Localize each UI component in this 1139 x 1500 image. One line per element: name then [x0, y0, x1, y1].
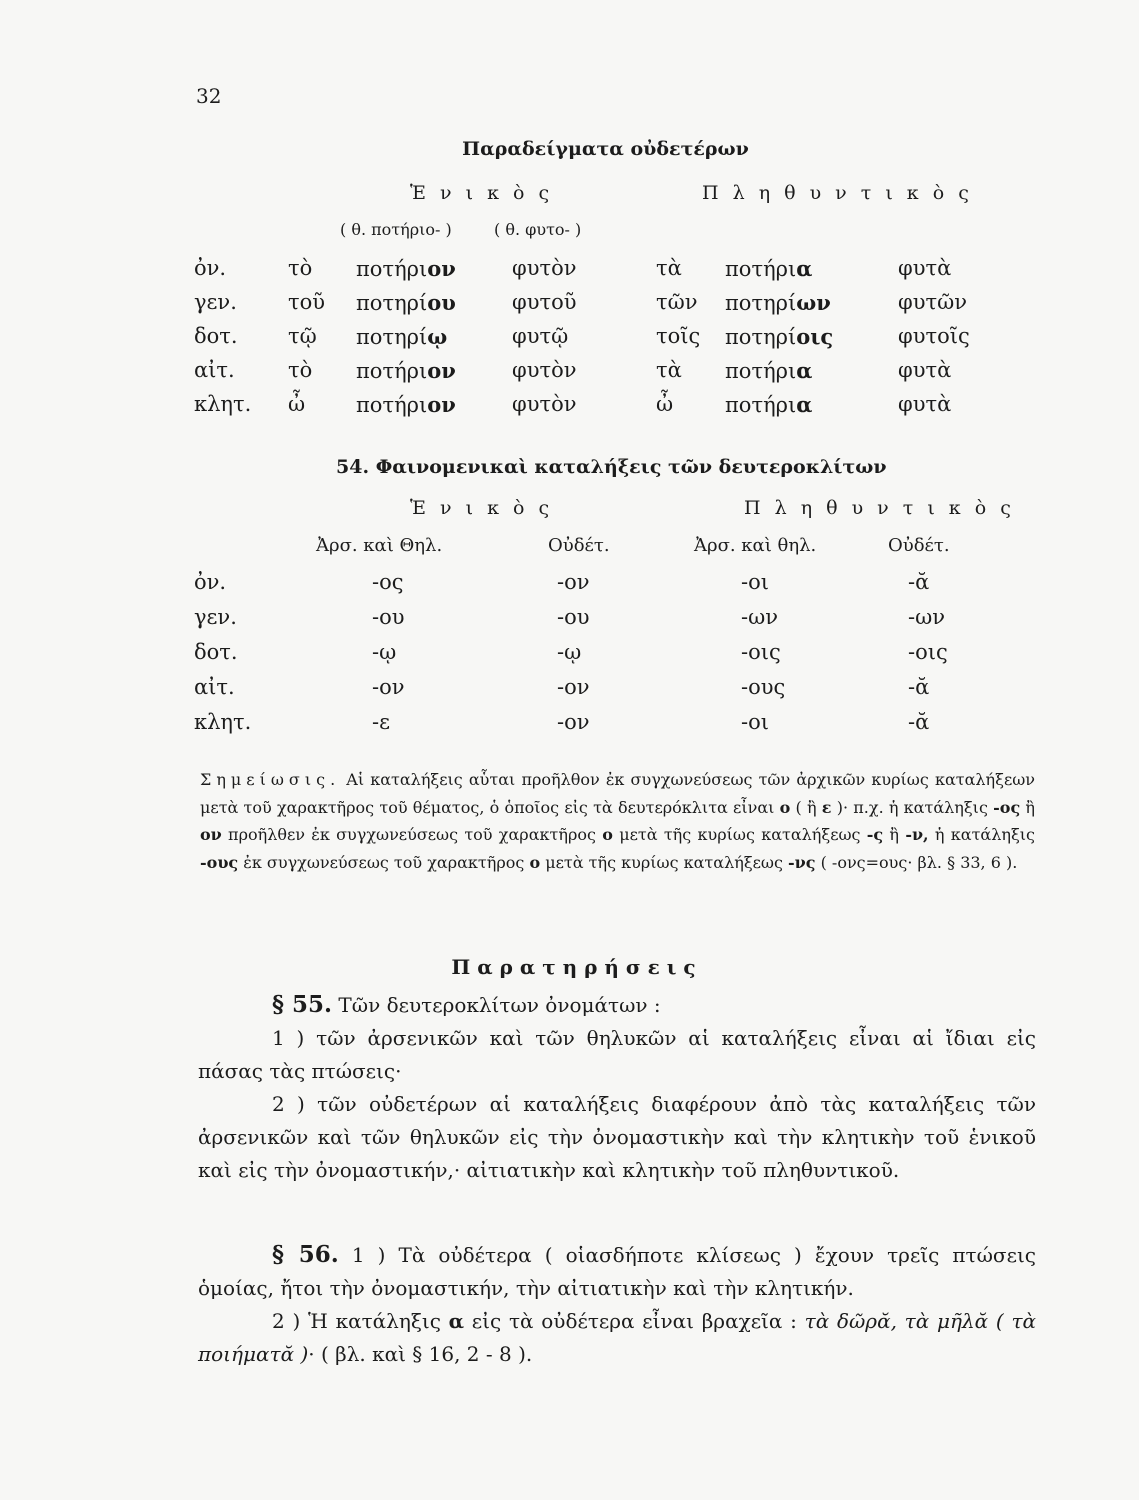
- article-sg: τοῦ: [288, 290, 326, 314]
- table1-singular-header: Ἑ ν ι κ ὸ ς: [410, 182, 554, 204]
- case-label: ὀν.: [194, 570, 227, 594]
- case-label: κλητ.: [194, 710, 252, 734]
- article-pl: ὦ: [656, 392, 674, 416]
- word-pl1: ποτηρίοις: [725, 324, 834, 349]
- section-56-item-2: 2 ) Ἡ κατάληξις α εἰς τὰ οὐδέτερα εἶναι βραχεῖα : τὰ δῶρᾰ, τὰ μῆλᾰ ( τὰ ποιήματᾰ )· ( βλ. καὶ § 16, 2 - 8 ).: [198, 1309, 1037, 1366]
- word-sg2: φυτοῦ: [512, 290, 577, 314]
- section-55-intro: § 55. Τῶν δευτεροκλίτων ὀνομάτων :: [272, 991, 661, 1018]
- observations-heading: Π α ρ α τ η ρ ή σ ε ι ς: [451, 955, 696, 979]
- section-55-item-1: 1 ) τῶν ἀρσενικῶν καὶ τῶν θηλυκῶν αἱ καταλήξεις εἶναι αἱ ἴδιαι εἰς πάσας τὰς πτώσεις·: [198, 1026, 1036, 1083]
- word-sg1: ποτηρίῳ: [356, 324, 448, 349]
- ending-masc-pl: -ων: [741, 605, 778, 629]
- section-55: [198, 988, 1036, 1187]
- table1-stem2: ( θ. φυτο- ): [494, 220, 582, 239]
- word-sg2: φυτὸν: [512, 256, 577, 280]
- word-pl1: ποτήρια: [725, 392, 813, 417]
- word-sg2: φυτὸν: [512, 358, 577, 382]
- word-sg1: ποτήριον: [356, 392, 456, 417]
- table2-title: 54. Φαινομενικαὶ καταλήξεις τῶν δευτεροκλίτων: [336, 456, 887, 478]
- word-sg1: ποτηρίου: [356, 290, 456, 315]
- table1-title: Παραδείγματα οὐδετέρων: [462, 138, 749, 160]
- ending-masc-sg: -ος: [372, 570, 404, 594]
- ending-masc-sg: -ου: [372, 605, 405, 629]
- word-pl2: φυτῶν: [898, 290, 967, 314]
- ending-masc-pl: -οι: [741, 710, 769, 734]
- word-pl2: φυτὰ: [898, 392, 952, 416]
- ending-neut-pl: -οις: [908, 640, 948, 664]
- ending-masc-sg: -ῳ: [372, 640, 397, 664]
- word-pl1: ποτήρια: [725, 358, 813, 383]
- ending-neut-pl: -ᾰ: [908, 710, 930, 734]
- word-pl1: ποτήρια: [725, 256, 813, 281]
- article-sg: τῷ: [288, 324, 317, 348]
- article-sg: τὸ: [288, 256, 313, 280]
- table1-stem1: ( θ. ποτήριο- ): [340, 220, 452, 239]
- word-sg2: φυτῷ: [512, 324, 569, 348]
- case-label: κλητ.: [194, 392, 252, 416]
- article-sg: τὸ: [288, 358, 313, 382]
- case-label: γεν.: [194, 290, 237, 314]
- word-pl2: φυτοῖς: [898, 324, 970, 348]
- table2-plural-header: Π λ η θ υ ν τ ι κ ὸ ς: [744, 497, 1015, 519]
- ending-neut-sg: -ον: [557, 570, 590, 594]
- word-pl1: ποτηρίων: [725, 290, 831, 315]
- ending-masc-pl: -οι: [741, 570, 769, 594]
- word-pl2: φυτὰ: [898, 256, 952, 280]
- table2-col1-header: Ἀρσ. καὶ Θηλ.: [316, 535, 443, 556]
- ending-neut-sg: -ον: [557, 675, 590, 699]
- article-pl: τῶν: [656, 290, 698, 314]
- word-sg1: ποτήριον: [356, 358, 456, 383]
- case-label: αἰτ.: [194, 358, 235, 382]
- ending-neut-pl: -ᾰ: [908, 675, 930, 699]
- article-pl: τὰ: [656, 256, 682, 280]
- page-number: 32: [196, 84, 222, 108]
- word-sg2: φυτὸν: [512, 392, 577, 416]
- table2-col4-header: Οὐδέτ.: [888, 535, 950, 556]
- ending-masc-pl: -ους: [741, 675, 786, 699]
- ending-neut-sg: -ου: [557, 605, 590, 629]
- ending-neut-pl: -ᾰ: [908, 570, 930, 594]
- ending-neut-pl: -ων: [908, 605, 945, 629]
- article-sg: ὦ: [288, 392, 306, 416]
- section-56: [198, 1238, 1036, 1371]
- section-55-item-2: 2 ) τῶν οὐδετέρων αἱ καταλήξεις διαφέρουν ἀπὸ τὰς καταλήξεις τῶν ἀρσενικῶν καὶ τῶν θηλυκῶν εἰς τὴν ὀνομαστικὴν καὶ τὴν κλητικὴν τοῦ ἑνικοῦ καὶ εἰς τὴν ὀνομαστικήν,· αἰτιατικὴν καὶ κλητικὴν τοῦ πληθυντικοῦ.: [198, 1092, 1036, 1182]
- word-pl2: φυτὰ: [898, 358, 952, 382]
- case-label: δοτ.: [194, 640, 238, 664]
- table1-plural-header: Π λ η θ υ ν τ ι κ ὸ ς: [702, 182, 973, 204]
- ending-neut-sg: -ῳ: [557, 640, 582, 664]
- article-pl: τοῖς: [656, 324, 701, 348]
- table2-singular-header: Ἑ ν ι κ ὸ ς: [410, 497, 554, 519]
- case-label: δοτ.: [194, 324, 238, 348]
- ending-neut-sg: -ον: [557, 710, 590, 734]
- ending-masc-pl: -οις: [741, 640, 781, 664]
- table2-col3-header: Ἀρσ. καὶ θηλ.: [694, 535, 817, 556]
- table2-col2-header: Οὐδέτ.: [548, 535, 610, 556]
- note-paragraph: Σημείωσις. Αἱ καταλήξεις αὗται προῆλθον ἐκ συγχωνεύσεως τῶν ἀρχικῶν κυρίως καταλήξεων μετὰ τοῦ χαρακτῆρος τοῦ θέματος, ὁ ὁποῖος εἰς τὰ δευτερόκλιτα εἶναι ο ( ἢ ε )· π.χ. ἡ κατάληξις -ος ἢ ον προῆλθεν ἐκ συγχωνεύσεως τοῦ χαρακτῆρος ο μετὰ τῆς κυρίως καταλήξεως -ς ἢ -ν, ἡ κατάληξις -ους ἐκ συγχωνεύσεως τοῦ χαρακτῆρος ο μετὰ τῆς κυρίως καταλήξεως -νς ( -ονς=ους· βλ. § 33, 6 ).: [200, 770, 1036, 872]
- ending-masc-sg: -ε: [372, 710, 390, 734]
- section-56-item-1: § 56. 1 ) Τὰ οὐδέτερα ( οἱασδήποτε κλίσεως ) ἔχουν τρεῖς πτώσεις ὁμοίας, ἤτοι τὴν ὀνομαστικήν, τὴν αἰτιατικὴν καὶ τὴν κλητικήν.: [198, 1241, 1036, 1300]
- case-label: ὀν.: [194, 256, 227, 280]
- word-sg1: ποτήριον: [356, 256, 456, 281]
- case-label: αἰτ.: [194, 675, 235, 699]
- article-pl: τὰ: [656, 358, 682, 382]
- case-label: γεν.: [194, 605, 237, 629]
- ending-masc-sg: -ον: [372, 675, 405, 699]
